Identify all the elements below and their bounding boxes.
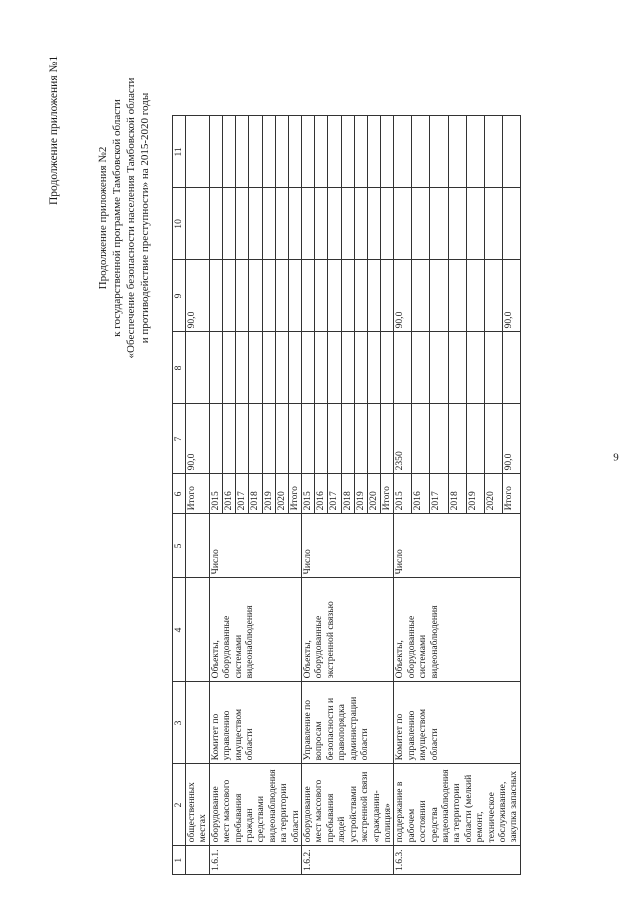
cell-year: 2016 (315, 474, 328, 514)
cell-value (315, 116, 328, 188)
cell-value (209, 404, 222, 474)
cell-value (288, 404, 301, 474)
column-number-row (173, 116, 186, 875)
cell-value (302, 116, 315, 188)
cell-value (262, 260, 275, 332)
table-row (394, 116, 412, 875)
column-number: 6 (173, 474, 186, 514)
cell-value (288, 260, 301, 332)
cell-value (328, 116, 341, 188)
cell-value (354, 404, 367, 474)
cell-year: 2016 (412, 474, 430, 514)
cell-value (430, 332, 448, 404)
cell-value (430, 260, 448, 332)
cell-value (288, 116, 301, 188)
cell-total-label: Итого (502, 474, 520, 514)
cell-value (412, 332, 430, 404)
cell-value (354, 188, 367, 260)
table-row (302, 116, 315, 875)
cell-year: 2017 (236, 474, 249, 514)
cell-value (412, 404, 430, 474)
cell-value (381, 404, 394, 474)
cell-year: 2015 (209, 474, 222, 514)
cell-value (448, 332, 466, 404)
cell-value (412, 188, 430, 260)
table-row (186, 116, 210, 875)
cell-year: 2017 (328, 474, 341, 514)
cell-value (275, 332, 288, 404)
program-table (172, 115, 521, 875)
cell-total-label: Итого (381, 474, 394, 514)
page-number: 9 (613, 451, 619, 464)
cell-value: 90,0 (394, 260, 412, 332)
cell-value (341, 332, 354, 404)
cell-value (236, 116, 249, 188)
cell-value (315, 332, 328, 404)
cell-executor: Комитет по управлению имуществом области (209, 682, 301, 764)
cell-value (412, 116, 430, 188)
cell-value (367, 116, 380, 188)
cell-value (302, 404, 315, 474)
cell-value (315, 260, 328, 332)
cell-indicator: Объекты, оборудованные экстренной связью (302, 578, 394, 682)
cell-value (341, 188, 354, 260)
cell-value (466, 188, 484, 260)
cell-executor: Комитет по управлению имуществом области (394, 682, 520, 764)
column-number: 5 (173, 514, 186, 578)
appendix-2-header (96, 38, 152, 398)
continuation-appendix-1: Продолжение приложения №1 (48, 55, 60, 205)
cell-year: 2018 (249, 474, 262, 514)
cell-value (262, 188, 275, 260)
cell-name: поддержание в рабочем состоянии средства видеонаблюдения на территории области (мелкий ремонт, техническое обслуживание, закупка запасных (394, 764, 520, 846)
column-number: 3 (173, 682, 186, 764)
cell-year: 2020 (275, 474, 288, 514)
cell-name: оборудование мест массового пребывания людей устройствами экстренной связи «гражданин-полиция» (302, 764, 394, 846)
cell-value (249, 260, 262, 332)
cell-value (381, 188, 394, 260)
cell-value (367, 404, 380, 474)
cell-value (394, 332, 412, 404)
cell-value (262, 116, 275, 188)
cell-value (275, 188, 288, 260)
cell-value (448, 116, 466, 188)
cell-value (466, 116, 484, 188)
cell-value (502, 188, 520, 260)
cell-value (328, 188, 341, 260)
cell-value (484, 116, 502, 188)
column-number: 8 (173, 332, 186, 404)
cell-value (209, 332, 222, 404)
cell-value (484, 332, 502, 404)
cell-value: 90,0 (502, 404, 520, 474)
column-number: 7 (173, 404, 186, 474)
appendix-2-line: к государственной программе Тамбовской области (111, 99, 123, 337)
cell-value (275, 260, 288, 332)
cell-id: 1.6.3. (394, 846, 520, 875)
cell-value (209, 260, 222, 332)
cell-value (302, 260, 315, 332)
cell-value (341, 404, 354, 474)
cell-id: 1.6.1. (209, 846, 301, 875)
cell-value (315, 404, 328, 474)
cell-value (484, 188, 502, 260)
cell-year: 2015 (394, 474, 412, 514)
column-number: 1 (173, 846, 186, 875)
cell-value (341, 116, 354, 188)
cell-value (466, 332, 484, 404)
cell-indicator: Объекты, оборудованные системами видеонаблюдения (209, 578, 301, 682)
cell-value: 2350 (394, 404, 412, 474)
cell-value: 90,0 (186, 260, 210, 332)
table-row (209, 116, 222, 875)
cell-value (262, 404, 275, 474)
cell-value (354, 116, 367, 188)
cell-value (222, 260, 235, 332)
appendix-2-line: Продолжение приложения №2 (97, 146, 109, 290)
cell-indicator: Объекты, оборудованные системами видеонаблюдения (394, 578, 520, 682)
cell-value (448, 188, 466, 260)
cell-value (236, 332, 249, 404)
cell-value (430, 188, 448, 260)
cell-value (288, 332, 301, 404)
cell-unit: Число (209, 514, 301, 578)
cell-year: 2019 (354, 474, 367, 514)
appendix-2-line: и противодействие преступности» на 2015-2020 годы (139, 92, 151, 344)
cell-value (209, 188, 222, 260)
cell-value (262, 332, 275, 404)
cell-value (328, 332, 341, 404)
cell-value (328, 260, 341, 332)
cell-value (236, 260, 249, 332)
cell-value (302, 188, 315, 260)
cell-value (249, 404, 262, 474)
cell-year: 2018 (448, 474, 466, 514)
cell-value (484, 404, 502, 474)
cell-year: 2020 (484, 474, 502, 514)
cell-value (394, 188, 412, 260)
cell-total-label: Итого (186, 474, 210, 514)
cell-value (448, 260, 466, 332)
cell-value (222, 188, 235, 260)
cell-value (222, 404, 235, 474)
cell-value (412, 260, 430, 332)
cell-value (275, 404, 288, 474)
cell-value: 90,0 (186, 404, 210, 474)
cell-name: оборудование мест массового пребывания граждан средствами видеонаблюдения на территории области (209, 764, 301, 846)
cell-value (275, 116, 288, 188)
cell-year: 2015 (302, 474, 315, 514)
cell-total-label: Итого (288, 474, 301, 514)
cell-value (381, 260, 394, 332)
appendix-2-line: «Обеспечение безопасности населения Тамбовской области (125, 77, 137, 359)
column-number: 4 (173, 578, 186, 682)
cell-year: 2018 (341, 474, 354, 514)
cell-unit: Число (394, 514, 520, 578)
cell-value (209, 116, 222, 188)
cell-value (328, 404, 341, 474)
cell-value (381, 116, 394, 188)
column-number: 11 (173, 116, 186, 188)
cell-value (222, 116, 235, 188)
column-number: 10 (173, 188, 186, 260)
cell-value (354, 260, 367, 332)
cell-value (341, 260, 354, 332)
cell-value (394, 116, 412, 188)
cell-name: общественных местах (186, 764, 210, 846)
cell-unit: Число (302, 514, 394, 578)
cell-value (466, 404, 484, 474)
cell-value (430, 116, 448, 188)
cell-value (249, 116, 262, 188)
cell-value: 90,0 (502, 260, 520, 332)
cell-value (502, 332, 520, 404)
cell-value (222, 332, 235, 404)
column-number: 2 (173, 764, 186, 846)
cell-executor: Управление по вопросам безопасности и правопорядка администрации области (302, 682, 394, 764)
cell-year: 2016 (222, 474, 235, 514)
cell-value (236, 404, 249, 474)
cell-value (367, 260, 380, 332)
column-number: 9 (173, 260, 186, 332)
cell-value (448, 404, 466, 474)
cell-year: 2019 (262, 474, 275, 514)
cell-value (315, 188, 328, 260)
cell-year: 2020 (367, 474, 380, 514)
cell-value (249, 188, 262, 260)
cell-id: 1.6.2. (302, 846, 394, 875)
cell-value (484, 260, 502, 332)
cell-value (430, 404, 448, 474)
cell-value (466, 260, 484, 332)
cell-value (302, 332, 315, 404)
cell-value (502, 116, 520, 188)
cell-value (367, 188, 380, 260)
cell-value (236, 188, 249, 260)
cell-value (249, 332, 262, 404)
cell-year: 2017 (430, 474, 448, 514)
cell-value (288, 188, 301, 260)
cell-value (367, 332, 380, 404)
cell-value (354, 332, 367, 404)
cell-value (381, 332, 394, 404)
cell-year: 2019 (466, 474, 484, 514)
